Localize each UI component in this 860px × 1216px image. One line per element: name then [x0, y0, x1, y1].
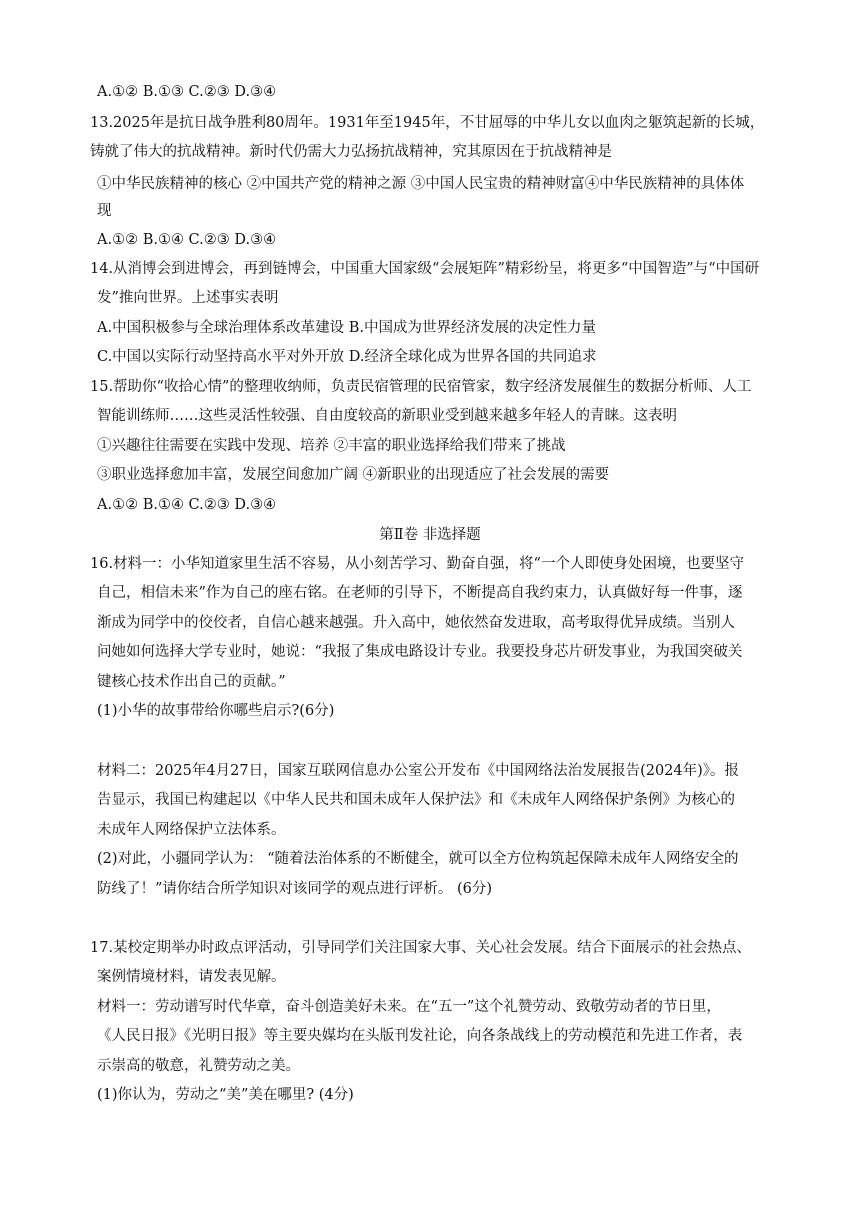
q13-stem-line-1: 13.2025年是抗日战争胜利80周年。1931年至1945年，不甘屈辱的中华儿女以血肉之躯筑起新的长城，	[90, 115, 765, 131]
q17-material1-line-3: 示崇高的敬意，礼赞劳动之美。	[97, 1058, 300, 1074]
q14-options-cd: C.中国以实际行动坚持高水平对外开放 D.经济全球化成为世界各国的共同追求	[97, 349, 597, 365]
section-heading: 第Ⅱ卷 非选择题	[379, 527, 481, 543]
q14-stem-line-1: 14.从消博会到进博会，再到链博会，中国重大国家级“会展矩阵”精彩纷呈，将更多“中国智造”与“中国研	[90, 261, 760, 277]
q13-options: A.①② B.①④ C.②③ D.③④	[97, 232, 277, 248]
q16-material2-line-3: 未成年人网络保护立法体系。	[97, 822, 286, 838]
q16-question-1: (1)小华的故事带给你哪些启示?(6分)	[97, 703, 335, 719]
q16-question-2-line-2: 防线了！”请你结合所学知识对该同学的观点进行评析。 (6分)	[97, 881, 493, 897]
q16-material1-line-2: 自己，相信未来”作为自己的座右铭。在老师的引导下，不断提高自我约束力，认真做好每一件事，逐	[97, 585, 743, 601]
q17-material1-line-1: 材料一：劳动谱写时代华章，奋斗创造美好未来。在“五一”这个礼赞劳动、致敬劳动者的节日里，	[97, 999, 721, 1015]
q16-material1-line-4: 问她如何选择大学专业时，她说：“我报了集成电路设计专业。我要投身芯片研发事业，为我国突破关	[97, 644, 743, 660]
q17-stem-line-1: 17.某校定期举办时政点评活动，引导同学们关注国家大事、关心社会发展。结合下面展示的社会热点、	[90, 940, 752, 956]
q14-options-ab: A.中国积极参与全球治理体系改革建设 B.中国成为世界经济发展的决定性力量	[97, 320, 596, 336]
q13-statements-line-2: 现	[97, 203, 112, 219]
q13-statements-line-1: ①中华民族精神的核心 ②中国共产党的精神之源 ③中国人民宝贵的精神财富④中华民族精神的具体体	[97, 176, 745, 192]
q16-material1-line-3: 渐成为同学中的佼佼者，自信心越来越强。升入高中，她依然奋发进取，高考取得优异成绩。当别人	[97, 615, 735, 631]
q16-material1-line-5: 键核心技术作出自己的贡献。”	[97, 674, 286, 690]
q16-question-2-line-1: (2)对此，小疆同学认为： “随着法治体系的不断健全，就可以全方位构筑起保障未成年人网络安全的	[97, 851, 739, 867]
q15-statements-line-2: ③职业选择愈加丰富，发展空间愈加广阔 ④新职业的出现适应了社会发展的需要	[97, 467, 610, 483]
q15-stem-line-1: 15.帮助你“收拾心情”的整理收纳师，负责民宿管理的民宿管家，数字经济发展催生的数据分析师、人工	[90, 379, 752, 395]
q16-material2-line-2: 告显示，我国已构建起以《中华人民共和国未成年人保护法》和《未成年人网络保护条例》为核心的	[97, 792, 735, 808]
q13-stem-line-2: 铸就了伟大的抗战精神。新时代仍需大力弘扬抗战精神，究其原因在于抗战精神是	[90, 144, 612, 160]
q17-material1-line-2: 《人民日报》《光明日报》等主要央媒均在头版刊发社论，向各条战线上的劳动模范和先进工作者，表	[97, 1028, 743, 1044]
q15-options: A.①② B.①④ C.②③ D.③④	[97, 497, 277, 513]
q16-material2-line-1: 材料二：2025年4月27日，国家互联网信息办公室公开发布《中国网络法治发展报告(2024年)》。报	[97, 763, 740, 779]
q12-options: A.①② B.①③ C.②③ D.③④	[97, 84, 277, 100]
q16-material1-line-1: 16.材料一：小华知道家里生活不容易，从小刻苦学习、勤奋自强，将“一个人即使身处困境，也要坚守	[90, 556, 744, 572]
q15-stem-line-2: 智能训练师……这些灵活性较强、自由度较高的新职业受到越来越多年轻人的青睐。这表明	[97, 408, 677, 424]
q15-statements-line-1: ①兴趣往往需要在实践中发现、培养 ②丰富的职业选择给我们带来了挑战	[97, 438, 566, 454]
q17-stem-line-2: 案例情境材料，请发表见解。	[97, 969, 286, 985]
q17-question-1: (1)你认为，劳动之“美”美在哪里? (4分)	[97, 1087, 354, 1103]
q14-stem-line-2: 发”推向世界。上述事实表明	[97, 290, 279, 306]
